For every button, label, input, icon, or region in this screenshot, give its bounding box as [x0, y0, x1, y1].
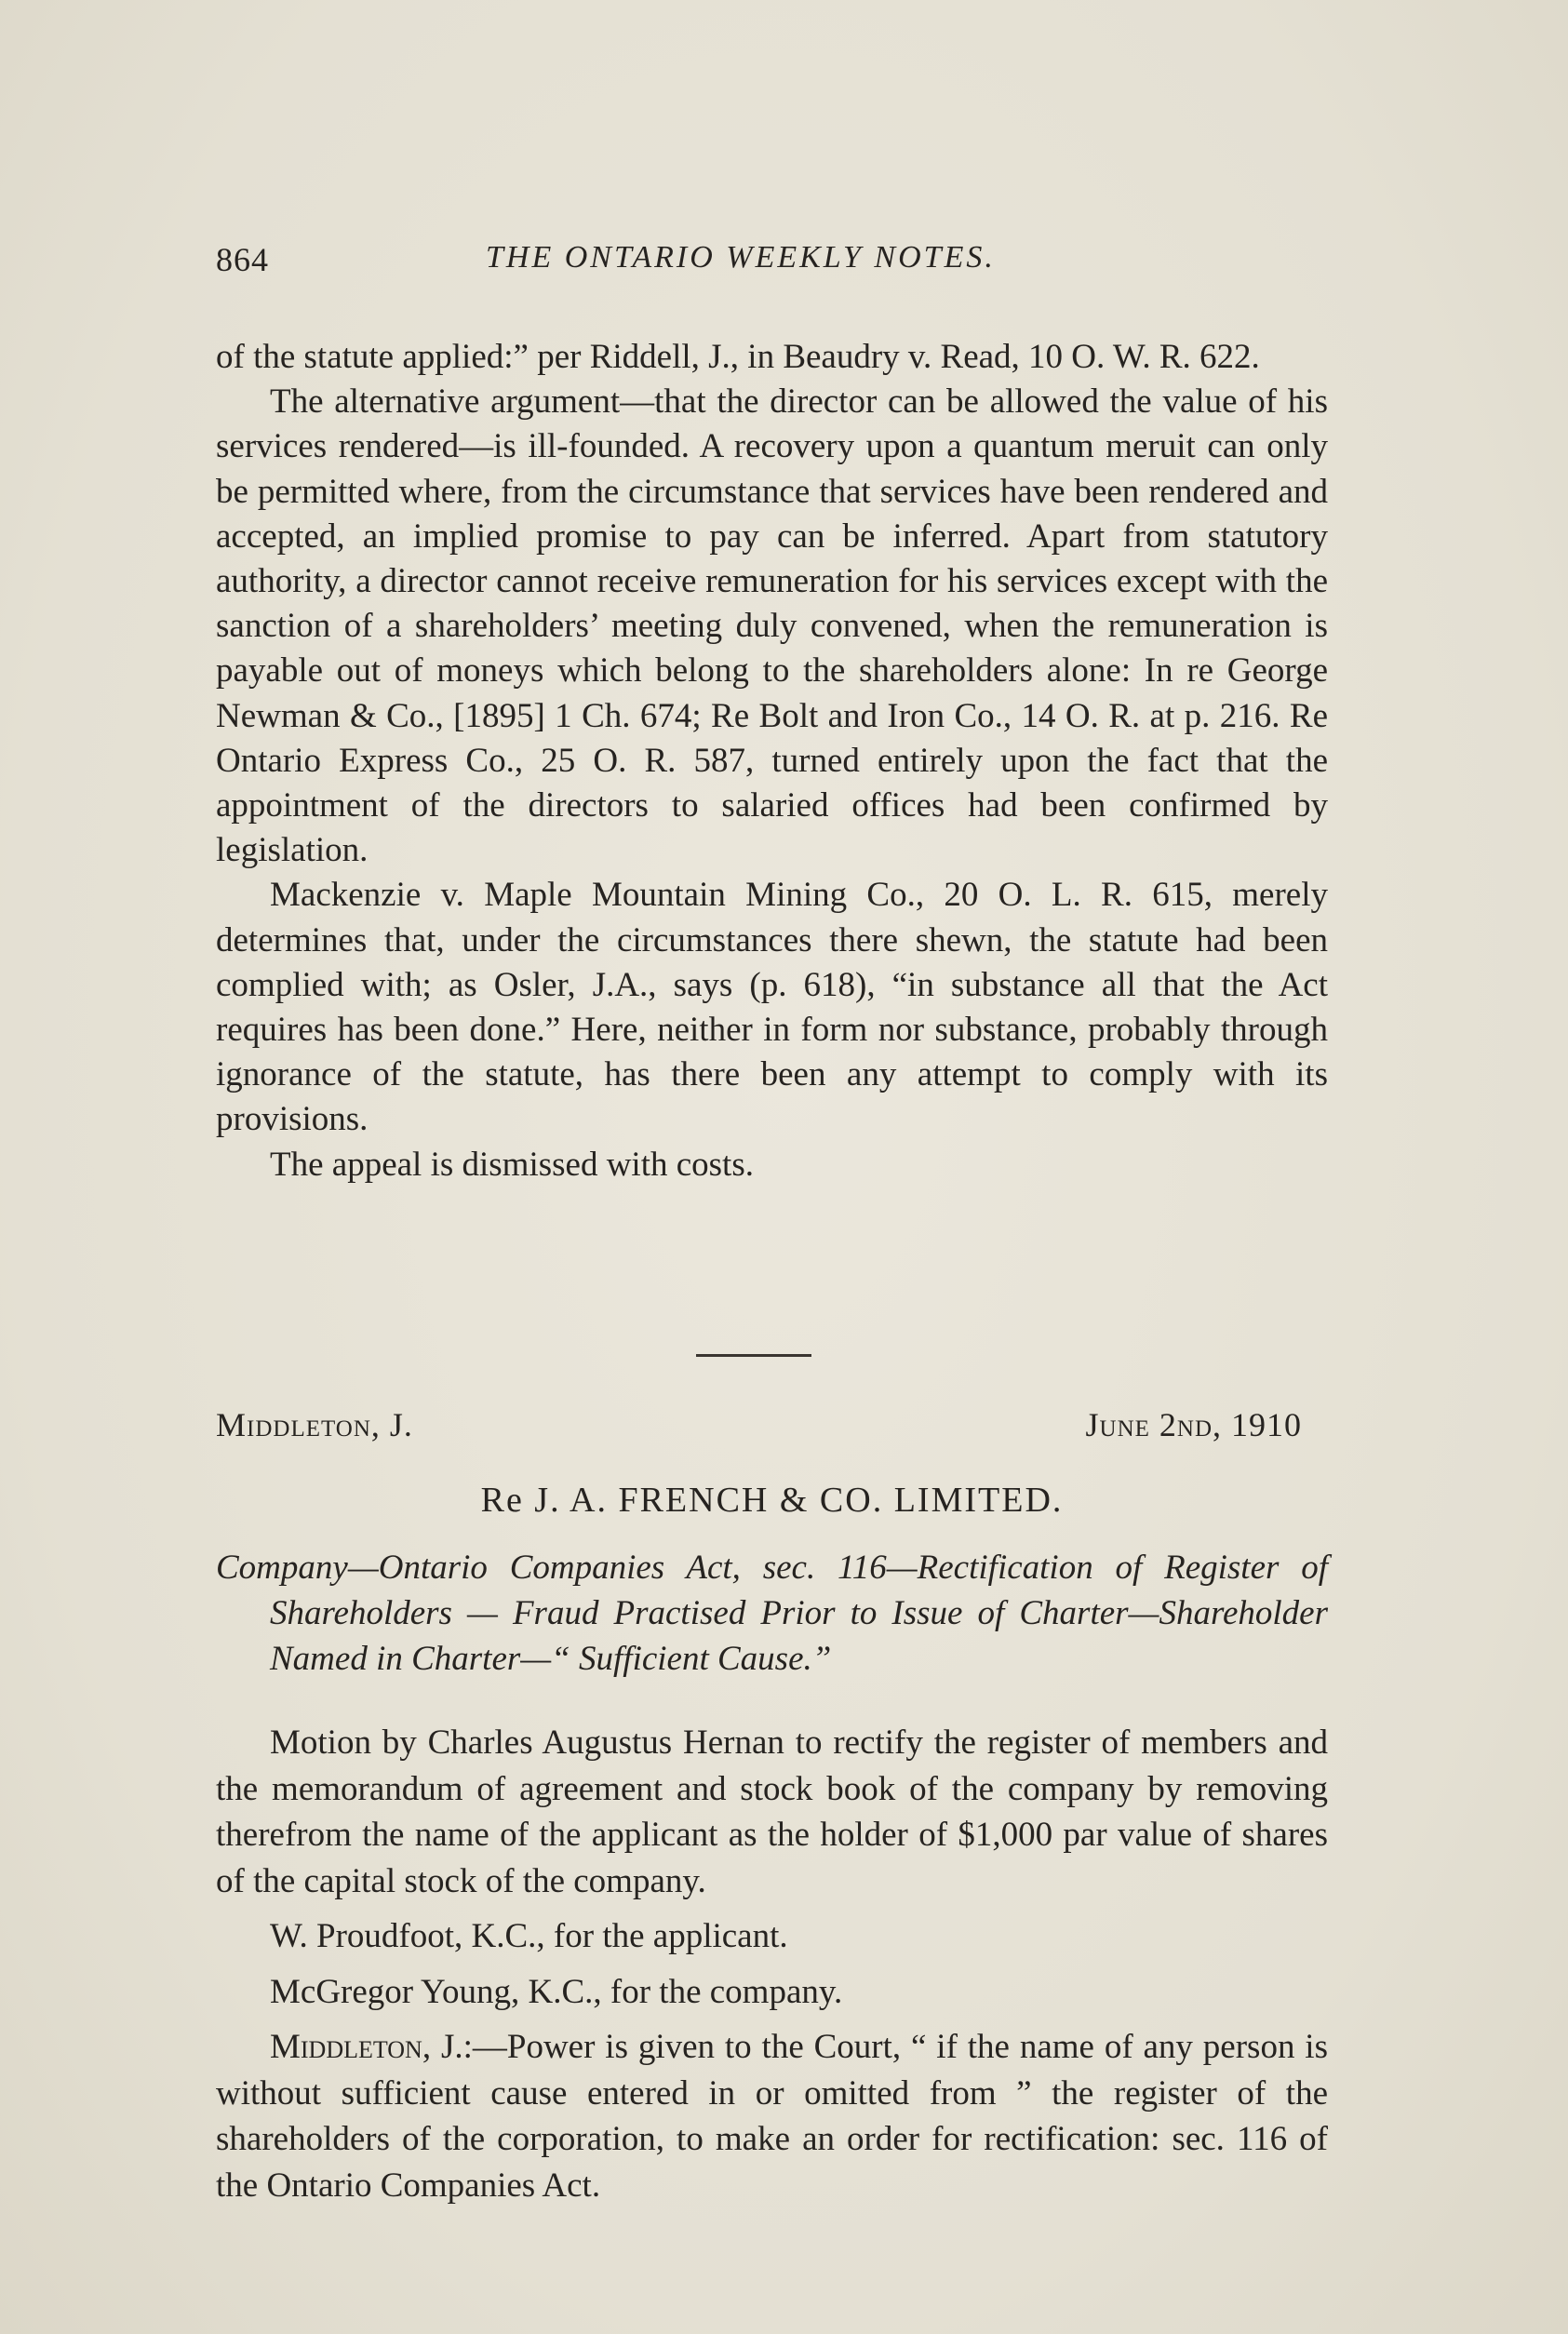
headnote-text: Company—Ontario Companies Act, sec. 116—Rectification of Register of Shareholders — Fraud Practised Prior to Issue of Charter—Shareholder Named in Charter—“ Sufficient Cause.” — [216, 1549, 1328, 1678]
paragraph-1: of the statute applied:” per Riddell, J., in Beaudry v. Read, 10 O. W. R. 622. — [216, 338, 1260, 376]
journal-title: THE ONTARIO WEEKLY NOTES. — [486, 240, 996, 275]
motion-paragraph: Motion by Charles Augustus Hernan to rectify the register of members and the memorandum of agreement and stock book of the company by removing therefrom the name of the applicant as the holder of $1,000 par value of shares of the capital stock of the company. — [216, 1724, 1328, 1900]
counsel-applicant: W. Proudfoot, K.C., for the applicant. — [270, 1917, 788, 1955]
judgment-text: :—Power is given to the Court, “ if the name of any person is without sufficient cause entered in or omitted from ” the register of the shareholders of the corporation, to make an order for rectification: sec. 116 of the Ontario Companies Act. — [216, 2028, 1328, 2205]
running-head — [216, 240, 1328, 287]
continued-text — [216, 335, 1328, 1187]
page-number: 864 — [216, 241, 269, 278]
section-divider — [696, 1354, 811, 1357]
paragraph-4: The appeal is dismissed with costs. — [270, 1145, 754, 1184]
case-title: Re J. A. FRENCH & CO. LIMITED. — [480, 1481, 1064, 1520]
counsel-company: McGregor Young, K.C., for the company. — [270, 1972, 843, 2011]
paragraph-3: Mackenzie v. Maple Mountain Mining Co., 20 O. L. R. 615, merely determines that, under the circumstances there shewn, the statute had been complied with; as Osler, J.A., says (p. 618), “in substance all that the Act requires has been done.” Here, neither in form nor substance, probably through ignorance of the statute, has there been any attempt to comply with its provisions. — [216, 876, 1328, 1139]
case-byline — [216, 1405, 1328, 1452]
judgment-speaker: Middleton, J. — [270, 2028, 463, 2066]
paragraph-2: The alternative argument—that the director can be allowed the value of his services rendered—is ill-founded. A recovery upon a quantum meruit can only be permitted where, from the circumstance that services have been rendered and accepted, an implied promise to pay can be inferred. Apart from statutory authority, a director cannot receive remuneration for his services except with the sanction of a shareholders’ meeting duly convened, when the remuneration is payable out of moneys which belong to the shareholders alone: In re George Newman & Co., [1895] 1 Ch. 674; Re Bolt and Iron Co., 14 O. R. at p. 216. Re Ontario Express Co., 25 O. R. 587, turned entirely upon the fact that the appointment of the directors to salaried offices had been confirmed by legislation. — [216, 382, 1328, 870]
judgment-date: June 2nd, 1910 — [1085, 1406, 1302, 1443]
headnote — [216, 1545, 1328, 1682]
judgment-paragraph — [216, 2024, 1328, 2208]
case-body — [216, 1720, 1328, 2218]
judge-name: Middleton, J. — [216, 1406, 413, 1443]
